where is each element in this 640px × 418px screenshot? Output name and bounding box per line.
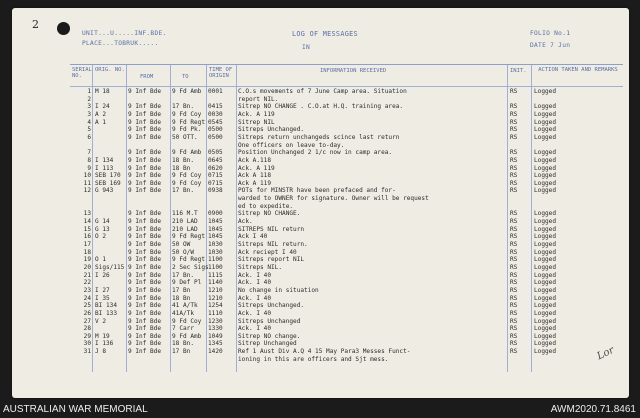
to-cell: 41 A/Tk: [172, 302, 198, 310]
serial-cell: 7: [87, 149, 91, 157]
action-cell: Logged: [534, 156, 557, 164]
initials-cell: RS: [510, 286, 518, 294]
from-cell: 9 Inf Bde: [128, 133, 162, 141]
action-cell: Logged: [534, 164, 557, 172]
orig-no-cell: SEB 170: [95, 172, 121, 180]
serial-cell: 2: [87, 95, 91, 103]
orig-no-cell: G 13: [95, 225, 110, 233]
time-cell: 1254: [208, 302, 223, 310]
footer-institution: AUSTRALIAN WAR MEMORIAL: [3, 404, 148, 415]
initials-cell: RS: [510, 348, 518, 356]
action-cell: Logged: [534, 279, 557, 287]
action-cell: Logged: [534, 317, 557, 325]
time-cell: 1045: [208, 233, 223, 241]
to-cell: 9 Fd Amb: [172, 149, 202, 157]
action-cell: Logged: [534, 179, 557, 187]
to-cell: 210 LAD: [172, 225, 198, 233]
time-cell: 0645: [208, 156, 223, 164]
from-cell: 9 Inf Bde: [128, 332, 162, 340]
from-cell: 9 Inf Bde: [128, 241, 162, 248]
to-cell: 9 Def Pl: [172, 279, 202, 287]
orig-no-cell: A 1: [95, 118, 107, 126]
initials-cell: RS: [510, 317, 518, 325]
initials-cell: RS: [510, 187, 518, 195]
to-cell: 2 Sec Sigs: [172, 263, 209, 271]
information-cell: SITREPS NIL return: [238, 225, 305, 233]
orig-no-cell: BI 133: [95, 309, 118, 317]
information-cell: ioning in this are officers and Sjt mess.: [238, 355, 389, 363]
initials-cell: RS: [510, 256, 518, 264]
initials-cell: RS: [510, 248, 518, 256]
punch-hole: [57, 22, 70, 35]
handwritten-signature: Lor: [595, 344, 616, 363]
serial-cell: 17: [83, 241, 91, 248]
time-cell: 0715: [208, 172, 223, 180]
time-cell: 1045: [208, 225, 223, 233]
action-cell: Logged: [534, 325, 557, 333]
time-cell: 0001: [208, 88, 223, 95]
time-cell: 0545: [208, 118, 223, 126]
action-cell: Logged: [534, 110, 557, 118]
col-header-init: INIT.: [510, 68, 527, 74]
orig-no-cell: I 35: [95, 294, 110, 302]
initials-cell: RS: [510, 225, 518, 233]
information-cell: Sitreps Unchanged.: [238, 126, 305, 134]
from-cell: 9 Inf Bde: [128, 218, 162, 226]
information-cell: No change in situation: [238, 286, 319, 294]
time-cell: 1330: [208, 325, 223, 333]
from-cell: 9 Inf Bde: [128, 225, 162, 233]
orig-no-cell: I 24: [95, 103, 110, 111]
action-cell: Logged: [534, 340, 557, 348]
orig-no-cell: SEB 169: [95, 179, 121, 187]
from-cell: 9 Inf Bde: [128, 256, 162, 264]
place-label: PLACE...TOBRUK.....: [82, 40, 159, 47]
to-cell: 17 Bn.: [172, 187, 195, 195]
initials-cell: RS: [510, 271, 518, 279]
from-cell: 9 Inf Bde: [128, 118, 162, 126]
action-cell: Logged: [534, 248, 557, 256]
initials-cell: RS: [510, 110, 518, 118]
from-cell: 9 Inf Bde: [128, 126, 162, 134]
initials-cell: RS: [510, 325, 518, 333]
time-cell: 1140: [208, 279, 223, 287]
time-cell: 0938: [208, 187, 223, 195]
from-cell: 9 Inf Bde: [128, 156, 162, 164]
time-cell: 1030: [208, 248, 223, 256]
serial-cell: 1: [87, 88, 91, 95]
time-cell: 1115: [208, 271, 223, 279]
initials-cell: RS: [510, 172, 518, 180]
information-cell: Ack.: [238, 218, 253, 226]
serial-cell: 20: [83, 263, 91, 271]
information-cell: Ack A 119: [238, 179, 272, 187]
from-cell: 9 Inf Bde: [128, 233, 162, 241]
date-label: DATE 7 Jun: [530, 42, 571, 49]
time-cell: 1030: [208, 241, 223, 248]
initials-cell: RS: [510, 279, 518, 287]
from-cell: 9 Inf Bde: [128, 187, 162, 195]
action-cell: Logged: [534, 332, 557, 340]
action-cell: Logged: [534, 233, 557, 241]
time-cell: 1345: [208, 340, 223, 348]
initials-cell: RS: [510, 233, 518, 241]
from-cell: 9 Inf Bde: [128, 348, 162, 356]
information-cell: Sitreps Unchanged: [238, 317, 301, 325]
orig-no-cell: I 113: [95, 164, 114, 172]
action-cell: Logged: [534, 187, 557, 195]
table-row: [70, 356, 623, 364]
action-cell: Logged: [534, 218, 557, 226]
information-cell: Ack I 40: [238, 233, 268, 241]
from-cell: 9 Inf Bde: [128, 88, 162, 95]
initials-cell: RS: [510, 164, 518, 172]
information-cell: Sitrep Unchanged: [238, 340, 297, 348]
orig-no-cell: G 943: [95, 187, 114, 195]
from-cell: 9 Inf Bde: [128, 164, 162, 172]
information-cell: Ack. A 119: [238, 110, 275, 118]
to-cell: 18 Bn: [172, 164, 191, 172]
serial-cell: 28: [83, 325, 91, 333]
action-cell: Logged: [534, 241, 557, 248]
from-cell: 9 Inf Bde: [128, 149, 162, 157]
initials-cell: RS: [510, 302, 518, 310]
to-cell: 9 Fd Regt: [172, 256, 206, 264]
action-cell: Logged: [534, 149, 557, 157]
serial-cell: 22: [83, 279, 91, 287]
from-cell: 9 Inf Bde: [128, 110, 162, 118]
action-cell: Logged: [534, 88, 557, 95]
col-header-action: ACTION TAKEN AND REMARKS: [538, 67, 618, 73]
from-cell: 9 Inf Bde: [128, 325, 162, 333]
document-title: LOG OF MESSAGES: [292, 30, 358, 38]
orig-no-cell: J 8: [95, 348, 107, 356]
orig-no-cell: V 2: [95, 317, 107, 325]
information-cell: Ack. I 40: [238, 271, 272, 279]
time-cell: 0505: [208, 149, 223, 157]
serial-cell: 15: [83, 225, 91, 233]
serial-cell: 9: [87, 164, 91, 172]
information-cell: report NIL.: [238, 95, 279, 103]
to-cell: 9 Fd Pk.: [172, 126, 202, 134]
serial-cell: 11: [83, 179, 91, 187]
time-cell: 1045: [208, 218, 223, 226]
from-cell: 9 Inf Bde: [128, 279, 162, 287]
to-cell: 210 LAD: [172, 218, 198, 226]
information-cell: Sitreps report NIL: [238, 256, 305, 264]
time-cell: 1100: [208, 263, 223, 271]
orig-no-cell: G 14: [95, 218, 110, 226]
initials-cell: RS: [510, 149, 518, 157]
serial-cell: 12: [83, 187, 91, 195]
from-cell: 9 Inf Bde: [128, 309, 162, 317]
action-cell: Logged: [534, 286, 557, 294]
to-cell: 18 Bn: [172, 294, 191, 302]
time-cell: 1110: [208, 309, 223, 317]
information-cell: Ack A 118: [238, 172, 272, 180]
serial-cell: 14: [83, 218, 91, 226]
action-cell: Logged: [534, 103, 557, 111]
serial-cell: 3: [87, 103, 91, 111]
serial-cell: 10: [83, 172, 91, 180]
from-cell: 9 Inf Bde: [128, 210, 162, 218]
information-cell: Ack. A 119: [238, 164, 275, 172]
unit-label: UNIT...U.....INF.BDE.: [82, 30, 167, 37]
to-cell: 9 Fd Regt: [172, 233, 206, 241]
initials-cell: RS: [510, 241, 518, 248]
information-cell: Sitreps return unchangeds scince last return: [238, 133, 400, 141]
orig-no-cell: Sigs/115: [95, 263, 125, 271]
header-rule: [70, 86, 623, 87]
col-header-serial: SERIAL NO.: [72, 67, 92, 79]
time-cell: 0500: [208, 126, 223, 134]
serial-cell: 4: [87, 118, 91, 126]
message-log-table: [70, 64, 623, 372]
serial-cell: 16: [83, 233, 91, 241]
to-cell: 41A/Tk: [172, 309, 195, 317]
time-cell: 1230: [208, 317, 223, 325]
from-cell: 9 Inf Bde: [128, 263, 162, 271]
to-cell: 9 Fd Coy: [172, 179, 202, 187]
action-cell: Logged: [534, 271, 557, 279]
information-cell: Ack. I 40: [238, 309, 272, 317]
action-cell: Logged: [534, 256, 557, 264]
initials-cell: RS: [510, 332, 518, 340]
serial-cell: 5: [87, 126, 91, 134]
information-cell: warded to OWNER for signature. Owner will be request: [238, 195, 429, 203]
time-cell: 1049: [208, 332, 223, 340]
serial-cell: 19: [83, 256, 91, 264]
to-cell: 18 Bn.: [172, 340, 195, 348]
initials-cell: RS: [510, 118, 518, 126]
serial-cell: 30: [83, 340, 91, 348]
action-cell: Logged: [534, 302, 557, 310]
from-cell: 9 Inf Bde: [128, 340, 162, 348]
from-cell: 9 Inf Bde: [128, 179, 162, 187]
information-cell: ed to expedite.: [238, 202, 294, 210]
initials-cell: RS: [510, 218, 518, 226]
time-cell: 0620: [208, 164, 223, 172]
to-cell: 17 Bn: [172, 286, 191, 294]
orig-no-cell: O 2: [95, 233, 107, 241]
time-cell: 0715: [208, 179, 223, 187]
orig-no-cell: A 2: [95, 110, 107, 118]
to-cell: 50 OW: [172, 241, 191, 248]
information-cell: Sitreps NIL return.: [238, 241, 308, 248]
information-cell: Ack reciept I 40: [238, 248, 297, 256]
col-header-to: TO: [182, 74, 189, 80]
orig-no-cell: I 27: [95, 286, 110, 294]
to-cell: 50 O/W: [172, 248, 195, 256]
orig-no-cell: M 19: [95, 332, 110, 340]
serial-cell: 24: [83, 294, 91, 302]
serial-cell: 18: [83, 248, 91, 256]
serial-cell: 25: [83, 302, 91, 310]
action-cell: Logged: [534, 126, 557, 134]
information-cell: Sitrep NO CHANGE.: [238, 210, 301, 218]
corner-mark: 2: [32, 18, 40, 31]
initials-cell: RS: [510, 340, 518, 348]
col-header-orig: ORIG. NO.: [95, 67, 125, 73]
folio-label: FOLIO No.1: [530, 30, 571, 37]
to-cell: 9 Fd Amb: [172, 332, 202, 340]
action-cell: Logged: [534, 133, 557, 141]
serial-cell: 31: [83, 348, 91, 356]
orig-no-cell: I 134: [95, 156, 114, 164]
information-cell: Ack A.118: [238, 156, 272, 164]
time-cell: 0500: [208, 133, 223, 141]
time-cell: 1210: [208, 286, 223, 294]
time-cell: 0030: [208, 110, 223, 118]
from-cell: 9 Inf Bde: [128, 286, 162, 294]
in-label: IN: [302, 44, 311, 51]
to-cell: 9 Fd Amb: [172, 88, 202, 95]
information-cell: Sitrep NO change.: [238, 332, 301, 340]
action-cell: Logged: [534, 225, 557, 233]
orig-no-cell: I 26: [95, 271, 110, 279]
time-cell: 0415: [208, 103, 223, 111]
time-cell: 1420: [208, 348, 223, 356]
information-cell: C.O.s movements of 7 June Camp area. Situation: [238, 88, 407, 95]
serial-cell: 29: [83, 332, 91, 340]
time-cell: 1100: [208, 256, 223, 264]
to-cell: 9 Fd Coy: [172, 317, 202, 325]
orig-no-cell: O 1: [95, 256, 107, 264]
initials-cell: RS: [510, 210, 518, 218]
initials-cell: RS: [510, 133, 518, 141]
to-cell: 9 Fd Regt: [172, 118, 206, 126]
from-cell: 9 Inf Bde: [128, 172, 162, 180]
to-cell: 17 Bn.: [172, 271, 195, 279]
serial-cell: 8: [87, 156, 91, 164]
information-cell: POTs for MINSTR have been prefaced and for-: [238, 187, 396, 195]
action-cell: Logged: [534, 172, 557, 180]
information-cell: Sitreps Unchanged.: [238, 302, 305, 310]
initials-cell: RS: [510, 263, 518, 271]
information-cell: Ref 1 Aust Div A.Q 4 15 May Para3 Messes Funct-: [238, 348, 411, 356]
to-cell: 17 Bn.: [172, 103, 195, 111]
to-cell: 17 Bn: [172, 348, 191, 356]
information-cell: One officers on leave to-day.: [238, 141, 345, 149]
time-cell: 0900: [208, 210, 223, 218]
serial-cell: 6: [87, 133, 91, 141]
action-cell: Logged: [534, 118, 557, 126]
document-sheet: [12, 8, 629, 398]
orig-no-cell: M 18: [95, 88, 110, 95]
col-header-from: FROM: [140, 74, 154, 80]
archive-footer: [0, 400, 640, 418]
initials-cell: RS: [510, 103, 518, 111]
orig-no-cell: I 136: [95, 340, 114, 348]
serial-cell: 13: [83, 210, 91, 218]
initials-cell: RS: [510, 156, 518, 164]
to-cell: 9 Fd Coy: [172, 172, 202, 180]
serial-cell: 27: [83, 317, 91, 325]
col-header-time: TIME OF ORIGIN: [209, 67, 233, 79]
serial-cell: 26: [83, 309, 91, 317]
action-cell: Logged: [534, 348, 557, 356]
to-cell: 18 Bn.: [172, 156, 195, 164]
initials-cell: RS: [510, 126, 518, 134]
footer-accession-number: AWM2020.71.8461: [550, 404, 636, 415]
to-cell: 7 Carr: [172, 325, 195, 333]
from-cell: 9 Inf Bde: [128, 294, 162, 302]
initials-cell: RS: [510, 88, 518, 95]
to-cell: 9 Fd Coy: [172, 110, 202, 118]
information-cell: Ack. I 40: [238, 279, 272, 287]
action-cell: Logged: [534, 309, 557, 317]
from-cell: 9 Inf Bde: [128, 103, 162, 111]
time-cell: 1210: [208, 294, 223, 302]
information-cell: Ack. I 40: [238, 325, 272, 333]
col-header-info: INFORMATION RECEIVED: [320, 68, 387, 74]
serial-cell: 21: [83, 271, 91, 279]
information-cell: Sitrep NIL: [238, 118, 275, 126]
to-cell: 116 M.T: [172, 210, 198, 218]
action-cell: Logged: [534, 263, 557, 271]
action-cell: Logged: [534, 294, 557, 302]
to-cell: 50 OTT.: [172, 133, 198, 141]
action-cell: Logged: [534, 210, 557, 218]
initials-cell: RS: [510, 179, 518, 187]
information-cell: Sitreps NIL.: [238, 263, 283, 271]
information-cell: Sitrep NO CHANGE . C.O.at H.Q. training area.: [238, 103, 404, 111]
initials-cell: RS: [510, 294, 518, 302]
information-cell: Position Unchanged 2 1/c now in camp area.: [238, 149, 393, 157]
serial-cell: 23: [83, 286, 91, 294]
orig-no-cell: BI 134: [95, 302, 118, 310]
from-cell: 9 Inf Bde: [128, 302, 162, 310]
from-cell: 9 Inf Bde: [128, 248, 162, 256]
serial-cell: 3: [87, 110, 91, 118]
from-cell: 9 Inf Bde: [128, 271, 162, 279]
from-cell: 9 Inf Bde: [128, 317, 162, 325]
initials-cell: RS: [510, 309, 518, 317]
information-cell: Ack. I 40: [238, 294, 272, 302]
